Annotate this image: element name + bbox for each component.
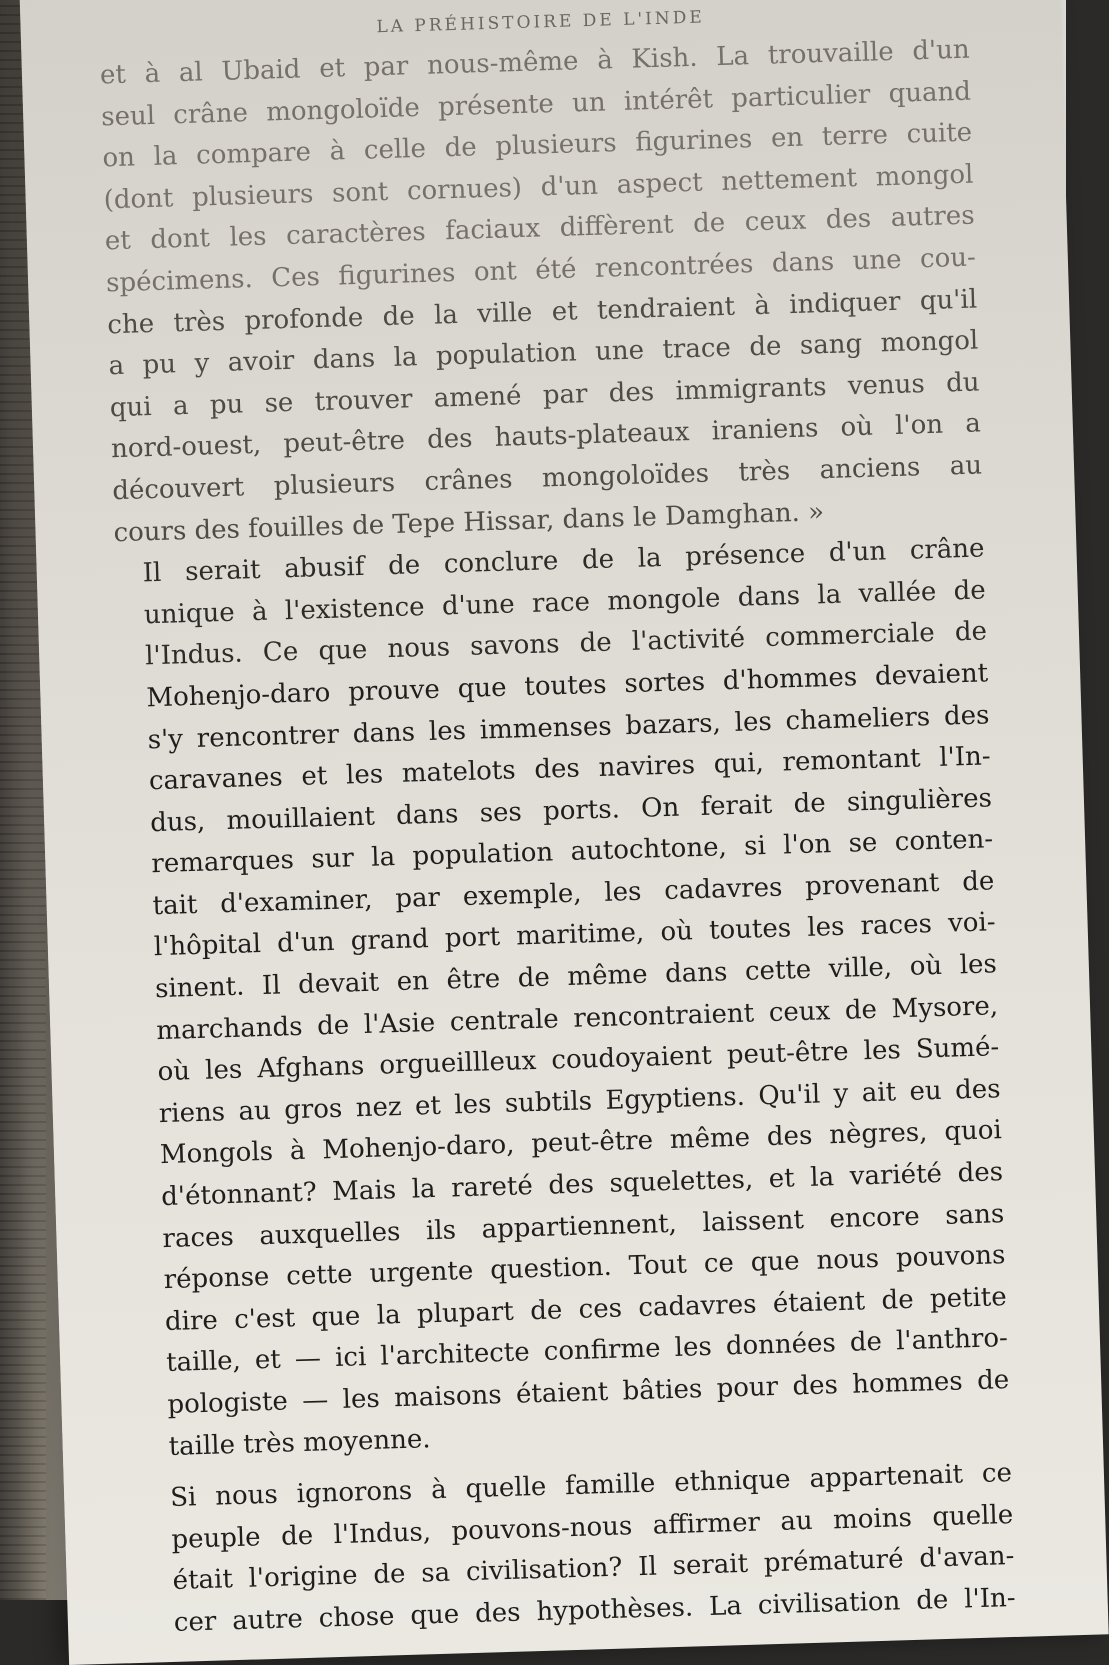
- text-line: spécimens. Ces figurines ont été rencontrées dans une cou-: [105, 242, 977, 299]
- paragraph-3: [142, 1453, 1017, 1645]
- text-line: a pu y avoir dans la population une trace de sang mongol: [108, 325, 979, 382]
- text-line: cours des fouilles de Tepe Hissar, dans le Damghan. »: [113, 496, 825, 548]
- text-line: riens au gros nez et les subtils Egyptiens. Qu'il y ait eu des: [158, 1074, 1001, 1129]
- paragraph-1: [99, 30, 983, 555]
- page-body: [99, 30, 1016, 1646]
- text-line: on la compare à celle de plusieurs figurines en terre cuite: [102, 117, 973, 174]
- text-line: était l'origine de sa civilisation? Il serait prématuré d'avan-: [172, 1541, 1015, 1597]
- text-line: Mohenjo-daro prouve que toutes sortes d'hommes devaient: [146, 658, 989, 714]
- text-line: (dont plusieurs sont cornues) d'un aspect nettement mongol: [103, 159, 974, 216]
- book-page: [19, 0, 1108, 1665]
- text-line: che très profonde de la ville et tendraient à indiquer qu'il: [106, 284, 978, 340]
- text-line: d'étonnant? Mais la rareté des squelettes, et la variété des: [160, 1157, 1004, 1213]
- text-line: Il serait abusif de conclure de la présence d'un crâne: [142, 533, 985, 589]
- text-line: et à al Ubaid et par nous-même à Kish. La trouvaille d'un: [99, 34, 971, 91]
- text-line: marchands de l'Asie centrale rencontraient ceux de Mysore,: [155, 990, 999, 1046]
- text-line: Si nous ignorons à quelle famille ethnique appartenait ce: [169, 1458, 1013, 1514]
- text-line: cer autre chose que des hypothèses. La civilisation de l'In-: [173, 1582, 1017, 1638]
- text-line: tait d'examiner, par exemple, les cadavres provenant de: [152, 866, 995, 922]
- text-line: où les Afghans orgueillleux coudoyaient peut-être les Sumé-: [157, 1032, 1000, 1088]
- text-line: caravanes et les matelots des navires qui, remontant l'In-: [148, 741, 992, 797]
- text-line: nord-ouest, peut-être des hauts-plateaux iraniens où l'on a: [110, 408, 982, 465]
- text-line: peuple de l'Indus, pouvons-nous affirmer au moins quelle: [171, 1499, 1014, 1555]
- paragraph-2: [114, 529, 1011, 1469]
- text-line: qui a pu se trouver amené par des immigrants venus du: [109, 367, 980, 424]
- running-header: LA PRÉHISTOIRE DE L'INDE: [376, 7, 706, 38]
- text-line: taille, et — ici l'architecte confirme les données de l'anthro-: [165, 1323, 1009, 1379]
- text-line: réponse cette urgente question. Tout ce que nous pouvons: [163, 1240, 1006, 1296]
- text-line: s'y rencontrer dans les immenses bazars, les chameliers des: [147, 699, 990, 755]
- text-line: l'hôpital d'un grand port maritime, où toutes les races voi-: [153, 907, 996, 963]
- text-line: races auxquelles ils appartiennent, laissent encore sans: [162, 1198, 1005, 1254]
- text-line: et dont les caractères faciaux diffèrent de ceux des autres: [104, 200, 976, 257]
- text-line: taille très moyenne.: [168, 1423, 431, 1462]
- text-line: remarques sur la population autochtone, si l'on se conten-: [150, 824, 994, 880]
- text-line: unique à l'existence d'une race mongole dans la vallée de: [143, 575, 987, 631]
- text-line: pologiste — les maisons étaient bâties pour des hommes de: [167, 1365, 1010, 1421]
- text-line: dire c'est que la plupart de ces cadavres étaient de petite: [164, 1281, 1008, 1337]
- text-line: sinent. Il devait en être de même dans cette ville, où les: [154, 949, 998, 1005]
- text-line: seul crâne mongoloïde présente un intérêt particulier quand: [100, 76, 972, 133]
- text-line: l'Indus. Ce que nous savons de l'activité commerciale de: [144, 616, 988, 672]
- text-line: découvert plusieurs crânes mongoloïdes très anciens au: [111, 450, 983, 507]
- text-line: Mongols à Mohenjo-daro, peut-être même des nègres, quoi: [159, 1115, 1003, 1171]
- text-line: dus, mouillaient dans ses ports. On ferait de singulières: [149, 782, 993, 838]
